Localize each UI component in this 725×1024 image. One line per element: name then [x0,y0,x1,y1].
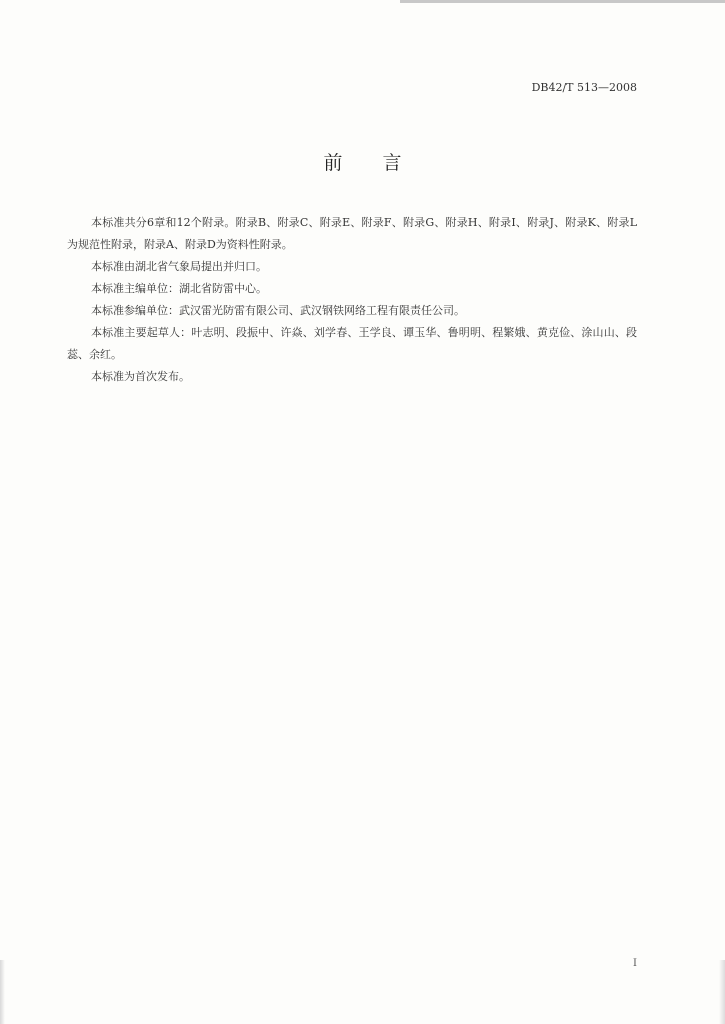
paragraph-proposer: 本标准由湖北省气象局提出并归口。 [91,260,267,273]
paragraph-participating-units: 本标准参编单位：武汉雷光防雷有限公司、武汉钢铁网络工程有限责任公司。 [91,304,465,317]
paragraph-main-unit: 本标准主编单位：湖北省防雷中心。 [91,282,267,295]
scan-border-left [0,960,5,1024]
scan-border-top [400,0,725,3]
paragraph-first-release: 本标准为首次发布。 [91,370,190,383]
paragraph-structure: 本标准共分6章和12个附录。附录B、附录C、附录E、附录F、附录G、附录H、附录I、附录J、附录K、附录L为规范性附录，附录A、附录D为资料性附录。 [67,216,637,251]
title-char-1: 前 [323,152,343,174]
foreword-body [67,212,637,388]
scan-border-right [719,960,725,1024]
page-title [0,148,725,175]
page-number: I [633,958,637,969]
title-char-2: 言 [382,152,402,174]
document-code: DB42/T 513—2008 [531,81,637,94]
paragraph-drafters: 本标准主要起草人：叶志明、段振中、许焱、刘学春、王学良、谭玉华、鲁明明、程繁娥、黄克俭、涂山山、段蕊、余红。 [67,326,637,361]
